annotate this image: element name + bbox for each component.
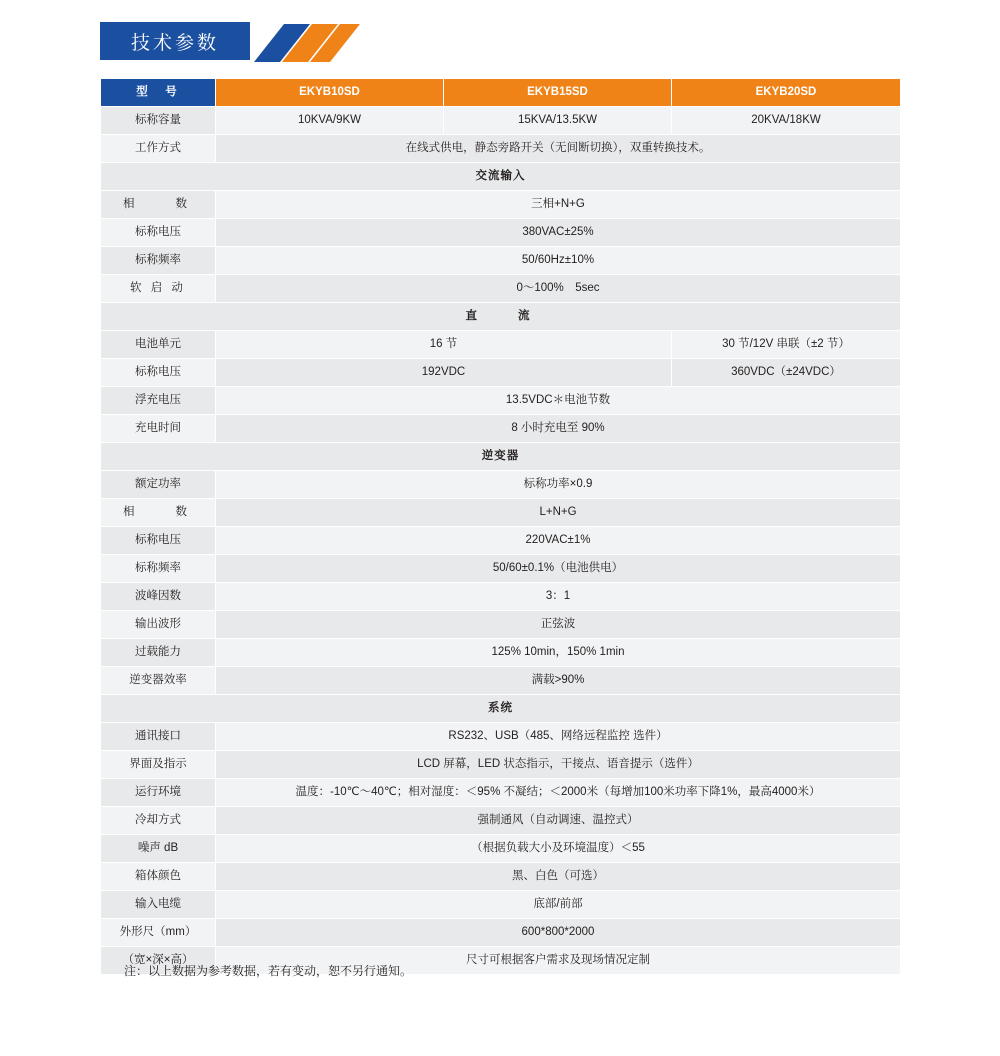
section-title: 直 流	[101, 303, 901, 331]
specifications-table	[100, 78, 901, 975]
row-label: 软 启 动	[101, 275, 216, 303]
table-row	[101, 639, 901, 667]
table-row	[101, 191, 901, 219]
header-tab	[100, 22, 250, 60]
table-row	[101, 723, 901, 751]
row-label: 充电时间	[101, 415, 216, 443]
section-row	[101, 695, 901, 723]
footnote: 注：以上数据为参考数据，若有变动，恕不另行通知。	[124, 964, 413, 978]
row-value: 标称功率×0.9	[216, 471, 901, 499]
row-value: 380VAC±25%	[216, 219, 901, 247]
row-value: LCD 屏幕，LED 状态指示，干接点、语音提示（选件）	[216, 751, 901, 779]
section-title: 系统	[101, 695, 901, 723]
table-row	[101, 835, 901, 863]
row-label: 界面及指示	[101, 751, 216, 779]
section-title: 逆变器	[101, 443, 901, 471]
row-value: 三相+N+G	[216, 191, 901, 219]
row-label: 相 数	[101, 499, 216, 527]
table-body	[101, 79, 901, 975]
page-header	[100, 22, 440, 66]
row-value: 16 节	[216, 331, 672, 359]
row-label: 浮充电压	[101, 387, 216, 415]
table-row	[101, 499, 901, 527]
table-row	[101, 863, 901, 891]
table-row	[101, 667, 901, 695]
header-cell-model-1: EKYB10SD	[216, 79, 444, 107]
table-row	[101, 247, 901, 275]
row-value: 220VAC±1%	[216, 527, 901, 555]
row-label: 波峰因数	[101, 583, 216, 611]
row-label: 标称电压	[101, 219, 216, 247]
table-row	[101, 359, 901, 387]
table-row	[101, 135, 901, 163]
table-row	[101, 779, 901, 807]
row-label: 标称频率	[101, 247, 216, 275]
row-value: 在线式供电，静态旁路开关（无间断切换），双重转换技术。	[216, 135, 901, 163]
row-label: 逆变器效率	[101, 667, 216, 695]
row-label: 噪声 dB	[101, 835, 216, 863]
section-title: 交流输入	[101, 163, 901, 191]
row-value: 8 小时充电至 90%	[216, 415, 901, 443]
table-row	[101, 387, 901, 415]
table-header-row	[101, 79, 901, 107]
row-value: 360VDC（±24VDC）	[672, 359, 901, 387]
row-value: 温度：-10℃～40℃；相对湿度：＜95% 不凝结；＜2000米（每增加100米功率下降1%，最高4000米）	[216, 779, 901, 807]
table-row	[101, 807, 901, 835]
row-value: 底部/前部	[216, 891, 901, 919]
table-row	[101, 891, 901, 919]
row-label: 输出波形	[101, 611, 216, 639]
row-label: 通讯接口	[101, 723, 216, 751]
row-value: RS232、USB（485、网络远程监控 选件）	[216, 723, 901, 751]
row-value: L+N+G	[216, 499, 901, 527]
row-label: 标称频率	[101, 555, 216, 583]
row-value: 20KVA/18KW	[672, 107, 901, 135]
row-label: 箱体颜色	[101, 863, 216, 891]
row-value: 600*800*2000	[216, 919, 901, 947]
table-row	[101, 611, 901, 639]
header-cell-model-2: EKYB15SD	[444, 79, 672, 107]
row-value: 13.5VDC＊电池节数	[216, 387, 901, 415]
page-title: 技术参数	[130, 32, 219, 54]
table-row	[101, 751, 901, 779]
row-value: 10KVA/9KW	[216, 107, 444, 135]
table-row	[101, 415, 901, 443]
row-value: （根据负载大小及环境温度）＜55	[216, 835, 901, 863]
row-value: 正弦波	[216, 611, 901, 639]
row-value: 192VDC	[216, 359, 672, 387]
row-label: 标称电压	[101, 527, 216, 555]
table-row	[101, 331, 901, 359]
row-value: 15KVA/13.5KW	[444, 107, 672, 135]
section-row	[101, 303, 901, 331]
row-value: 50/60±0.1%（电池供电）	[216, 555, 901, 583]
row-value: 强制通风（自动调速、温控式）	[216, 807, 901, 835]
table-row	[101, 471, 901, 499]
table-row	[101, 919, 901, 947]
row-label: （宽×深×高）	[101, 947, 216, 975]
row-label: 输入电缆	[101, 891, 216, 919]
row-value: 30 节/12V 串联（±2 节）	[672, 331, 901, 359]
row-label: 外形尺（mm）	[101, 919, 216, 947]
row-value: 0～100% 5sec	[216, 275, 901, 303]
row-label: 过载能力	[101, 639, 216, 667]
row-value: 满载>90%	[216, 667, 901, 695]
row-value: 3：1	[216, 583, 901, 611]
table-row	[101, 555, 901, 583]
section-row	[101, 443, 901, 471]
row-label: 标称电压	[101, 359, 216, 387]
row-label: 电池单元	[101, 331, 216, 359]
row-value: 黑、白色（可选）	[216, 863, 901, 891]
header-cell-model-3: EKYB20SD	[672, 79, 901, 107]
table-row	[101, 583, 901, 611]
row-label: 标称容量	[101, 107, 216, 135]
section-row	[101, 163, 901, 191]
row-label: 冷却方式	[101, 807, 216, 835]
table-row	[101, 527, 901, 555]
row-label: 额定功率	[101, 471, 216, 499]
header-cell-model: 型 号	[101, 79, 216, 107]
row-label: 相 数	[101, 191, 216, 219]
row-label: 运行环境	[101, 779, 216, 807]
row-value: 125% 10min，150% 1min	[216, 639, 901, 667]
table-row	[101, 275, 901, 303]
row-value: 50/60Hz±10%	[216, 247, 901, 275]
row-label: 工作方式	[101, 135, 216, 163]
table-row	[101, 107, 901, 135]
swoosh-decoration-icon	[248, 22, 438, 66]
table-row	[101, 219, 901, 247]
row-value: 尺寸可根据客户需求及现场情况定制	[216, 947, 901, 975]
